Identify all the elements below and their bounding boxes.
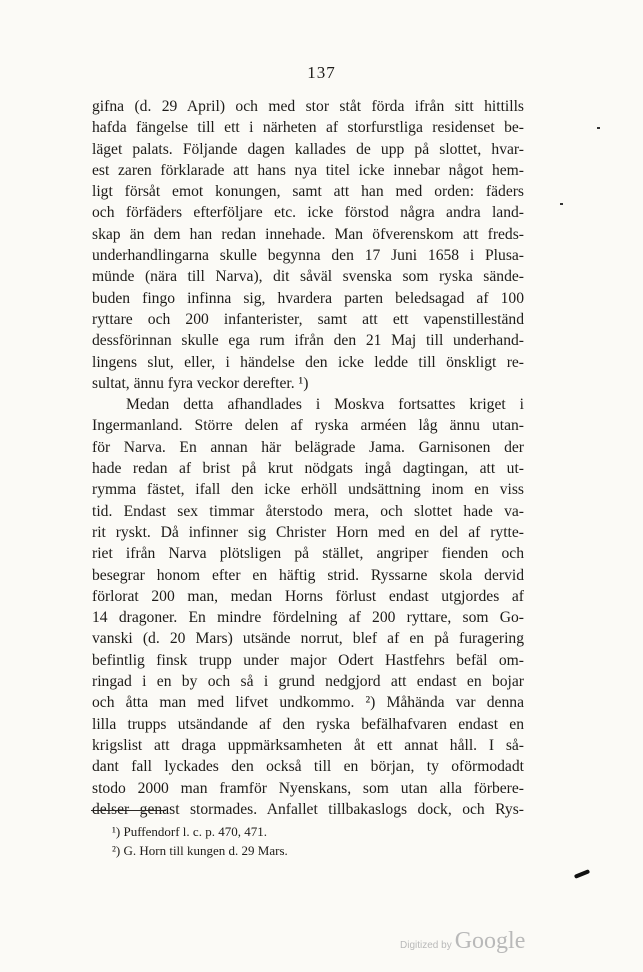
text-line: gifna (d. 29 April) och med stor ståt förda ifrån sitt hittills	[92, 98, 524, 115]
text-line: rit ryskt. Då infinner sig Christer Horn med en del af rytte-	[92, 523, 524, 541]
text-line: riet ifrån Narva plötsligen på stället, angriper fienden och	[92, 545, 524, 563]
watermark-prefix: Digitized by	[400, 940, 452, 951]
watermark-brand: Google	[454, 928, 526, 954]
text-line: underhandlingarna skulle begynna den 17 Juni 1658 i Plusa-	[92, 247, 524, 265]
ink-mark	[574, 869, 590, 879]
text-line: för Narva. En annan här belägrade Jama. Garnisonen der	[92, 438, 524, 456]
text-line: vanski (d. 20 Mars) utsände norrut, blef af en på furagering	[92, 630, 524, 648]
text-line: och förfäders efterföljare etc. icke förstod några andra land-	[92, 204, 524, 222]
text-line: hade redan af brist på krut nödgats ingå dagtingan, att ut-	[92, 460, 524, 478]
text-line: rymma fästet, ifall den icke erhöll undsättning inom en viss	[92, 481, 524, 499]
text-line: est zaren förklarade att hans nya titel icke innebar något hem-	[92, 161, 524, 179]
footnote-2: ²) G. Horn till kungen d. 29 Mars.	[112, 843, 288, 858]
margin-mark	[597, 127, 600, 129]
text-line: sultat, ännu fyra veckor derefter. ¹)	[92, 374, 309, 392]
text-line: ligt försåt emot konungen, samt att han med orden: fäders	[92, 183, 524, 201]
margin-mark	[560, 203, 563, 205]
text-line: buden fingo infinna sig, hvardera parten beledsagad af 100	[92, 289, 524, 307]
text-line: Ingermanland. Större delen af ryska arméen låg ännu utan-	[92, 417, 524, 435]
text-line: hafda fängelse till ett i närheten af storfurstliga residenset be-	[92, 119, 524, 137]
text-line: skap än dem han redan innehade. Man öfverenskom att freds-	[92, 225, 524, 243]
page-number: 137	[307, 63, 336, 82]
text-line: stodo 2000 man framför Nyenskans, som utan alla förbere-	[92, 779, 524, 797]
footnotes	[112, 822, 288, 860]
footnote-rule	[91, 810, 166, 811]
text-line: Medan detta afhandlades i Moskva fortsattes kriget i	[126, 396, 524, 414]
text-line: läget palats. Följande dagen kallades de upp på slottet, hvar-	[92, 140, 524, 158]
text-line: krigslist att draga uppmärksamheten åt ett annat håll. I så-	[92, 736, 524, 754]
text-line: münde (nära till Narva), dit såväl svenska som ryska sände-	[92, 268, 524, 286]
text-line: ringad i en by och så i grund nedgjord att endast en bojar	[92, 673, 524, 691]
text-line: förlorat 200 man, medan Horns förlust endast utgjordes af	[92, 587, 524, 605]
text-line: lilla trupps utsändande af den ryska befälhafvaren endast en	[92, 715, 524, 733]
text-line: dant fall lyckades den också till en början, ty oförmodadt	[92, 758, 524, 776]
text-line: och åtta man med lifvet undkommo. ²) Måhända var denna	[92, 694, 524, 712]
footnote-1: ¹) Puffendorf l. c. p. 470, 471.	[112, 824, 267, 839]
text-line: lingens slut, eller, i händelse den icke ledde till önskligt re-	[92, 353, 524, 371]
text-line: 14 dragoner. En mindre fördelning af 200 ryttare, som Go-	[92, 609, 524, 627]
text-line: delser genast stormades. Anfallet tillbakaslogs dock, och Rys-	[92, 800, 524, 818]
text-line: besegrar honom efter en häftig strid. Ryssarne skola dervid	[92, 566, 524, 584]
digitization-watermark	[400, 928, 525, 955]
text-line: ryttare och 200 infanterister, samt att ett vapenstilleständ	[92, 310, 524, 328]
text-line: dessförinnan skulle ega rum ifrån den 21 Maj till underhand-	[92, 332, 524, 350]
text-line: tid. Endast sex timmar återstodo mera, och slottet hade va-	[92, 502, 524, 520]
text-line: befintlig finsk trupp under major Odert Hastfehrs befäl om-	[92, 651, 524, 669]
body-text	[92, 96, 524, 820]
